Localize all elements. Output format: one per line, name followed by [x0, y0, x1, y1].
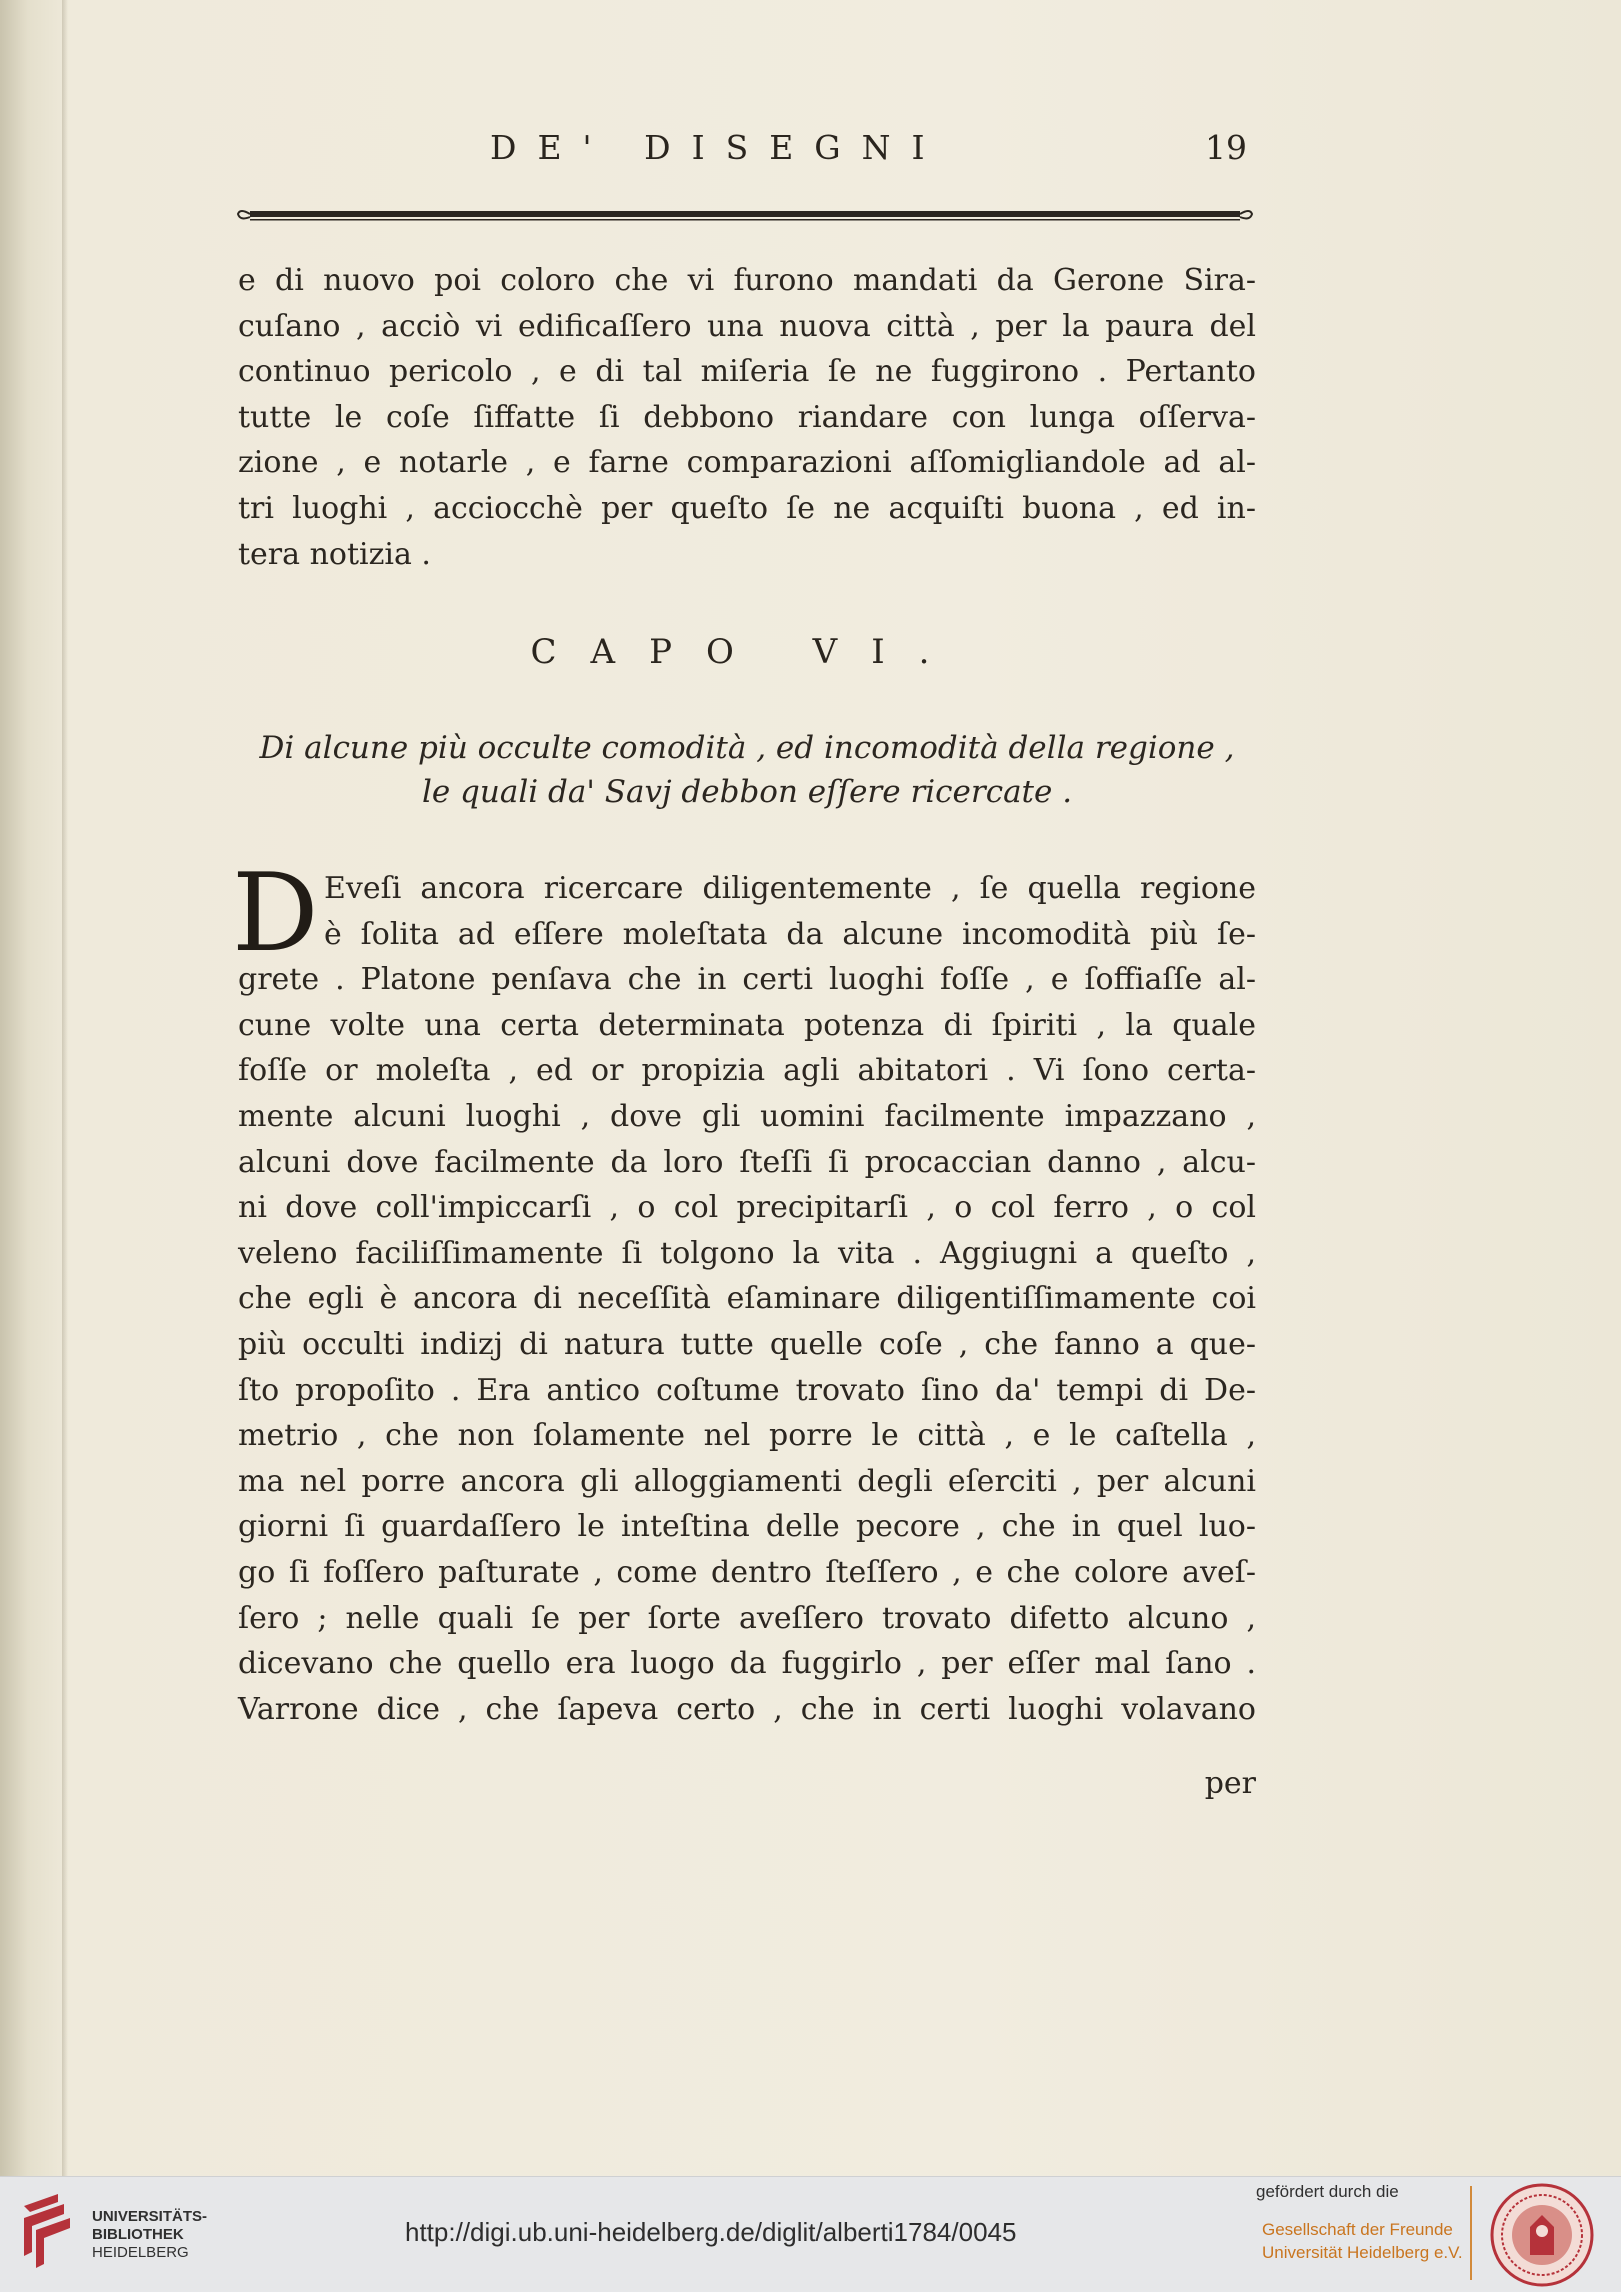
- text-line: metrio , che non ſolamente nel porre le città , e le caſtella ,: [238, 1418, 1256, 1454]
- funder-label: gefördert durch die: [1256, 2182, 1399, 2201]
- library-name-line: BIBLIOTHEK: [92, 2226, 184, 2243]
- text-line: cune volte una certa determinata potenza di ſpiriti , la quale: [238, 1007, 1256, 1043]
- text-line: più occulti indizj di natura tutte quelle coſe , che fanno a que-: [238, 1326, 1256, 1362]
- text-line: cuſano , acciò vi edificaſſero una nuova città , per la paura del: [238, 308, 1256, 344]
- text-line: Varrone dice , che ſapeva certo , che in certi luoghi volavano: [238, 1691, 1256, 1727]
- running-title: DE' DISEGNI: [490, 128, 946, 167]
- subtitle-line: le quali da' Savj debbon eſſere ricercate .: [421, 774, 1073, 810]
- text-line: ma nel porre ancora gli alloggiamenti degli eſerciti , per alcuni: [238, 1463, 1256, 1499]
- text-line: tutte le coſe ſiffatte ſi debbono riandare con lunga oſſerva-: [238, 399, 1256, 435]
- page-number: 19: [1205, 128, 1247, 167]
- text-line: dicevano che quello era luogo da fuggirlo , per eſſer mal ſano .: [238, 1646, 1256, 1682]
- ornamental-rule: [236, 200, 1254, 230]
- text-line: ni dove coll'impiccarſi , o col precipitarſi , o col ferro , o col: [238, 1190, 1256, 1226]
- permalink-url[interactable]: http://digi.ub.uni-heidelberg.de/diglit/alberti1784/0045: [405, 2217, 1017, 2247]
- text-line: foſſe or moleſta , ed or propizia agli abitatori . Vi ſono certa-: [238, 1053, 1256, 1089]
- text-line: zione , e notarle , e farne comparazioni aſſomigliandole ad al-: [238, 445, 1256, 481]
- text-line: tera notizia .: [238, 536, 431, 572]
- funder-name-line: Gesellschaft der Freunde: [1262, 2220, 1453, 2239]
- text-line: grete . Platone penſava che in certi luoghi foſſe , e ſoffiaſſe al-: [238, 962, 1256, 998]
- text-line: ſto propoſito . Era antico coſtume trovato ſino da' tempi di De-: [238, 1372, 1256, 1408]
- funder-name-line: Universität Heidelberg e.V.: [1262, 2243, 1463, 2262]
- text-line: giorni ſi guardaſſero le inteſtina delle pecore , che in quel luo-: [238, 1509, 1256, 1545]
- text-line: veleno faciliſſimamente ſi tolgono la vita . Aggiugni a queſto ,: [238, 1235, 1256, 1271]
- text-line: Eveſi ancora ricercare diligentemente , ſe quella regione: [324, 871, 1256, 906]
- chapter-subtitle: [238, 726, 1256, 814]
- library-name-line: HEIDELBERG: [92, 2244, 189, 2261]
- text-line: mente alcuni luoghi , dove gli uomini facilmente impazzano ,: [238, 1098, 1256, 1134]
- text-line: e di nuovo poi coloro che vi furono mandati da Gerone Sira-: [238, 263, 1256, 298]
- text-line: tri luoghi , acciocchè per queſto ſe ne acquiſti buona , ed in-: [238, 490, 1256, 526]
- catchword: per: [1204, 1766, 1256, 1801]
- text-line: è ſolita ad eſſere moleſtata da alcune incomodità più ſe-: [324, 916, 1256, 952]
- paragraph-continuation: [238, 258, 1256, 577]
- drop-capital: D: [232, 851, 319, 976]
- library-name: [92, 2208, 207, 2262]
- text-line: ſero ; nelle quali ſe per ſorte aveſſero trovato difetto alcuno ,: [238, 1600, 1256, 1636]
- text-line: continuo pericolo , e di tal miſeria ſe ne fuggirono . Pertanto: [238, 354, 1256, 390]
- library-logo-icon: [18, 2190, 76, 2276]
- text-line: che egli è ancora di neceſſità eſaminare diligentiſſimamente coi: [238, 1281, 1256, 1317]
- paragraph-body: [238, 866, 1256, 1732]
- library-name-line: UNIVERSITÄTS-: [92, 2208, 208, 2225]
- footer-divider: [1470, 2186, 1472, 2280]
- subtitle-line: Di alcune più occulte comodità , ed incomodità della regione ,: [259, 730, 1235, 766]
- text-line: alcuni dove facilmente da loro ſteſſi ſi procaccian danno , alcu-: [238, 1144, 1256, 1180]
- funder-name: [1262, 2218, 1463, 2264]
- chapter-heading: CAPO VI.: [530, 632, 964, 672]
- text-line: go ſi foſſero paſturate , come dentro ſteſſero , e che colore aveſ-: [238, 1554, 1256, 1590]
- university-seal-icon: [1490, 2183, 1594, 2287]
